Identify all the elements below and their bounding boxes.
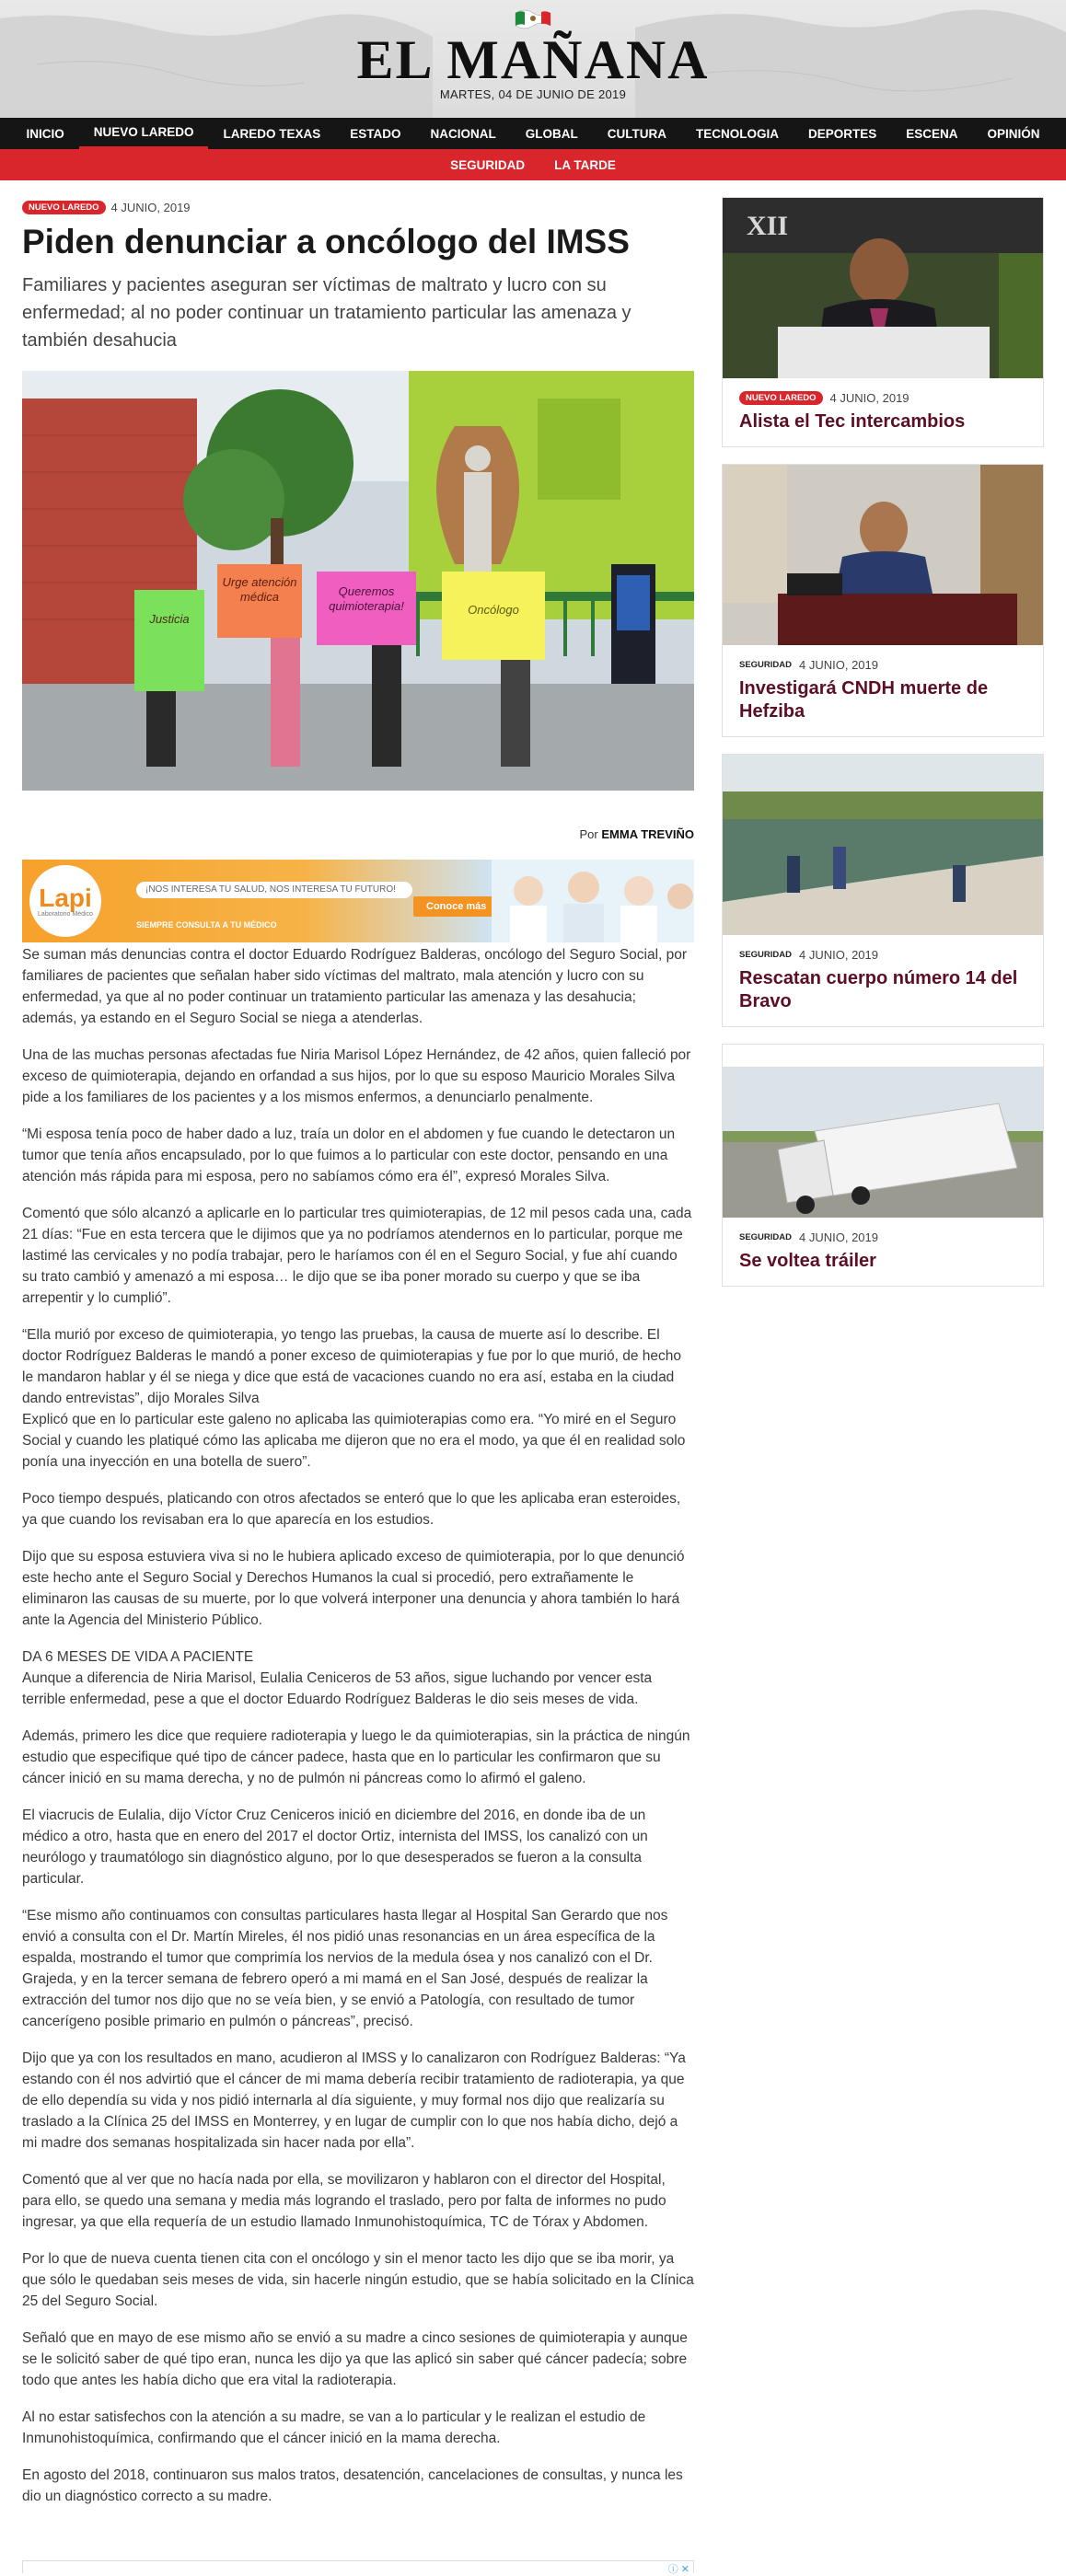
nav-item-deportes[interactable]: DEPORTES xyxy=(808,126,877,141)
card-date: 4 JUNIO, 2019 xyxy=(799,658,879,672)
nav-item-global[interactable]: GLOBAL xyxy=(525,126,578,141)
sidebar-card[interactable] xyxy=(722,754,1044,1027)
article-paragraph: El viacrucis de Eulalia, dijo Víctor Cruz Ceniceros inició en diciembre del 2016, en donde iba de un médico a otro, hasta que en enero del 2017 el doctor Ortiz, internista del IMSS, los canalizó con un neurólogo y traumatólogo sin diagnóstico alguno, por lo que desesperados se fueron a la consulta particular. xyxy=(22,1808,648,1887)
nav-item-cultura[interactable]: CULTURA xyxy=(607,126,666,141)
card-title[interactable]: Investigará CNDH muerte de Hefziba xyxy=(739,678,989,722)
sidebar xyxy=(722,197,1044,1303)
card-badge[interactable]: SEGURIDAD xyxy=(739,1232,793,1242)
sidebar-card[interactable] xyxy=(722,197,1044,447)
nav-item-opinion[interactable]: OPINIÓN xyxy=(987,126,1040,141)
article-paragraph: Por lo que de nueva cuenta tienen cita con el oncólogo y sin el menor tacto les dijo que se iba morir, ya que sólo le quedaban seis meses de vida, sin hacerle ningún estudio, que se había solicitado en la Clínica 25 del Seguro Social. xyxy=(22,2251,694,2309)
lapi-logo xyxy=(29,865,101,937)
ad-people-image xyxy=(492,860,694,942)
card-title[interactable]: Alista el Tec intercambios xyxy=(739,411,966,432)
article-dek: Familiares y pacientes aseguran ser víctimas de maltrato y lucro con su enfermedad; al no poder continuar un tratamiento particular las amenaza y también desahucia xyxy=(22,275,631,351)
ad-call: SIEMPRE CONSULTA A TU MÉDICO xyxy=(136,920,277,930)
card-title[interactable]: Se voltea tráiler xyxy=(739,1251,876,1271)
sign-oncologo: Oncólogo xyxy=(468,603,519,617)
ad-cta-button[interactable]: Conoce más xyxy=(413,896,499,917)
article-title: Piden denunciar a oncólogo del IMSS xyxy=(22,223,630,260)
card-badge[interactable]: SEGURIDAD xyxy=(739,660,793,670)
article-paragraph: Comentó que sólo alcanzó a aplicarle en lo particular tres quimioterapias, de 12 mil pesos cada una, cada 21 días: “Fue en esta tercera que le dijimos que ya no podríamos atendernos en lo particular, porque me lastimé las cervicales y no podía trabajar, pero le haríamos con él en el Seguro Social, y fue ahí cuando su trato cambió y amenazó a mi esposa… le dijo que se iba poner morado su cuerpo y que se iba arrepentir y lo cumplió”. xyxy=(22,1206,692,1306)
article-paragraph: Además, primero les dice que requiere radioterapia y luego le da quimioterapias, sin la práctica de ningún estudio que especifique qué tipo de cáncer padece, hasta que en lo particular les confirmaron que su cáncer inició en su mama derecha, y no de pulmón ni páncreas como lo afirmó el galeno. xyxy=(22,1728,690,1786)
article-paragraph: Dijo que su esposa estuviera viva si no le hubiera aplicado exceso de quimioterapia, por lo que denunció este hecho ante el Seguro Social y Derechos Humanos la cual si procedió, pero extrañamente le eliminaron las causas de su muerte, por lo que volverá interponer una denuncia y ahora también lo hará ante la Agencia del Ministerio Público. xyxy=(22,1549,685,1628)
card-photo-office xyxy=(723,465,1043,645)
nav-item-seguridad[interactable]: SEGURIDAD xyxy=(450,157,526,172)
sub-navigation xyxy=(0,149,1066,180)
adchoices-icon[interactable]: ⓘ ✕ xyxy=(667,2564,689,2575)
lapi-ad-banner[interactable] xyxy=(22,860,694,942)
article-date: 4 JUNIO, 2019 xyxy=(110,201,191,214)
article-paragraph: Señaló que en mayo de ese mismo año se envió a su madre a cinco sesiones de quimioterapia y aunque se le solicitó saber de qué tipo eran, nunca les dijo ya que las aplicó sin saber qué cáncer padecía; sobre todo que antes les había dicho que era vital la radioterapia. xyxy=(22,2330,688,2388)
sidebar-card[interactable] xyxy=(722,1044,1044,1287)
card-photo-speaker xyxy=(723,198,1043,378)
nav-item-estado[interactable]: ESTADO xyxy=(350,126,401,141)
sidebar-card[interactable] xyxy=(722,464,1044,737)
nav-item-laredo-texas[interactable]: LAREDO TEXAS xyxy=(223,126,321,141)
main-navigation xyxy=(0,118,1066,149)
header-date: MARTES, 04 DE JUNIO DE 2019 xyxy=(439,87,627,101)
card-badge[interactable]: NUEVO LAREDO xyxy=(739,391,823,405)
article-paragraph: Una de las muchas personas afectadas fue Niria Marisol López Hernández, de 42 años, quien falleció por exceso de quimioterapia, dejando en orfandad a sus hijos, por lo que su esposo Mauricio Morales Silva pide a los familiares de los pacientes y a los mismos enfermos, a denunciarlo penalmente. xyxy=(22,1047,691,1105)
article-paragraph: Al no estar satisfechos con la atención a su madre, se van a lo particular y le realizan el estudio de Inmunohistoquímica, confirmando que el cáncer inició en la mama derecha. xyxy=(22,2409,646,2446)
article-paragraph: En agosto del 2018, continuaron sus malos tratos, desatención, cancelaciones de consultas, y nunca les dio un diagnóstico correcto a su madre. xyxy=(22,2467,683,2504)
nav-item-la-tarde[interactable]: LA TARDE xyxy=(554,157,616,172)
masthead xyxy=(0,0,1066,118)
ad-tagline: ¡NOS INTERESA TU SALUD, NOS INTERESA TU FUTURO! xyxy=(136,882,412,898)
article-paragraph: Dijo que ya con los resultados en mano, acudieron al IMSS y lo canalizaron con Rodríguez Balderas: “Ya estando con él nos advirtió que el cáncer de mi mama debería recibir tratamiento de radioterapia, ya que de ello dependía su vida y nos pidió internarla al día siguiente, y muy formal nos dijo que realizaría su traslado a la Clínica 25 del IMSS en Monterrey, y en lugar de cumplir con lo que nos había dicho, dejó a mi madre dos semanas hospitalizada sin hacer nada por ella”. xyxy=(22,2050,686,2151)
nav-item-nacional[interactable]: NACIONAL xyxy=(430,126,496,141)
nav-item-nuevo-laredo[interactable]: NUEVO LAREDO xyxy=(79,118,209,149)
card-date: 4 JUNIO, 2019 xyxy=(799,948,879,962)
card-title[interactable]: Rescatan cuerpo número 14 del Bravo xyxy=(739,968,1018,1011)
card-badge[interactable]: SEGURIDAD xyxy=(739,950,793,960)
card-date: 4 JUNIO, 2019 xyxy=(799,1230,879,1244)
ad-brand: Lapi xyxy=(39,883,92,912)
section-badge[interactable]: NUEVO LAREDO xyxy=(22,201,106,214)
sign-queremos-quimioterapia: Queremos quimioterapia! xyxy=(329,584,404,613)
article-kicker xyxy=(22,201,694,214)
nav-item-escena[interactable]: ESCENA xyxy=(906,126,958,141)
article-paragraph: Poco tiempo después, platicando con otros afectados se enteró que lo que les aplicaba eran esteroides, ya que cuando los revisaban era lo que aparecía en los estudios. xyxy=(22,1491,681,1528)
article-paragraph: Aunque a diferencia de Niria Marisol, Eulalia Ceniceros de 53 años, sigue luchando por vencer esta terrible enfermedad, pese a que el doctor Eduardo Rodríguez Balderas le dio seis meses de vida. xyxy=(22,1670,653,1707)
article-paragraph: Se suman más denuncias contra el doctor Eduardo Rodríguez Balderas, oncólogo del Seguro Social, por familiares de pacientes que señalan haber sido víctimas del maltrato, mala atención y lucro con su enfermedad, ya que al no poder continuar un tratamiento particular las amenaza y las desahucia; además, ya estando en el Seguro Social se niega a atenderlas. xyxy=(22,947,688,1026)
article-photo xyxy=(22,371,694,791)
article xyxy=(22,201,694,2523)
article-paragraph: “Ese mismo año continuamos con consultas particulares hasta llegar al Hospital San Gerardo que nos envió a consulta con el Dr. Martín Mireles, él nos pidió unas resonancias en un área específica de la espalda, mostrando el tumor que comprimía los nervios de la medula ósea y nos canalizó con el Dr. Grajeda, y en la tercer semana de febrero operó a mi mamá en el San José, después de realizar la extracción del tumor nos dijo que no se veía bien, y se envió a Patología, con resultado de tumor cancerígeno posible primario en pulmón o páncreas”, precisó. xyxy=(22,1908,668,2029)
svg-text:XII: XII xyxy=(747,211,789,241)
logo-text: EL MAÑANA xyxy=(356,29,710,90)
logo[interactable] xyxy=(0,7,1066,101)
author-name[interactable]: EMMA TREVIÑO xyxy=(601,827,694,841)
protest-photo-illustration xyxy=(22,371,694,791)
article-paragraph: Comentó que al ver que no hacía nada por ella, se movilizaron y hablaron con el director del Hospital, para ello, se quedo una semana y media más logrando el traslado, pero por falta de informes no pudo ingresar, ya que ella requería de un estudio llamado Inmunohistoquímica, TC de Tórax y Abdomen. xyxy=(22,2172,666,2230)
article-subhead: DA 6 MESES DE VIDA A PACIENTE xyxy=(22,1649,254,1665)
bottom-ad-slot[interactable] xyxy=(22,2560,694,2573)
article-body xyxy=(22,944,694,2507)
flag-logo-icon xyxy=(512,7,554,31)
nav-item-inicio[interactable]: INICIO xyxy=(26,126,64,141)
sign-urge-atencion: Urge atención médica xyxy=(222,575,297,604)
nav-item-tecnologia[interactable]: TECNOLOGIA xyxy=(696,126,779,141)
card-photo-river xyxy=(723,755,1043,935)
card-date: 4 JUNIO, 2019 xyxy=(829,391,910,405)
ad-brand-sub: Laboratorio Médico xyxy=(38,910,93,918)
sign-justicia: Justicia xyxy=(149,612,190,626)
article-paragraph: “Mi esposa tenía poco de haber dado a luz, traía un dolor en el abdomen y fue cuando le detectaron un tumor que tenía años encapsulado, por lo que fuimos a lo particular con este doctor, pensando en una atención más rápida para mi esposa, pero no sabíamos cómo era él”, expresó Morales Silva. xyxy=(22,1126,676,1184)
byline-prefix: Por xyxy=(579,827,598,841)
article-paragraph: “Ella murió por exceso de quimioterapia, yo tengo las pruebas, la causa de muerte así lo describe. El doctor Rodríguez Balderas le mandó a poner exceso de quimioterapias y fue por lo que murió, de hecho le mandaron hablar y él se niega y dice que está de vacaciones cuando no era así, estaba en la ciudad dando entrevistas”, dijo Morales Silva Explicó que en lo particular este galeno no aplicaba las quimioterapias como era. “Yo miré en el Seguro Social y cuando les platiqué cómo las aplicaba me dijeron que no era el modo, ya que él en realidad solo ponía una inyección en una botella de suero”. xyxy=(22,1327,686,1470)
card-photo-truck xyxy=(723,1067,1043,1218)
byline xyxy=(22,827,694,841)
